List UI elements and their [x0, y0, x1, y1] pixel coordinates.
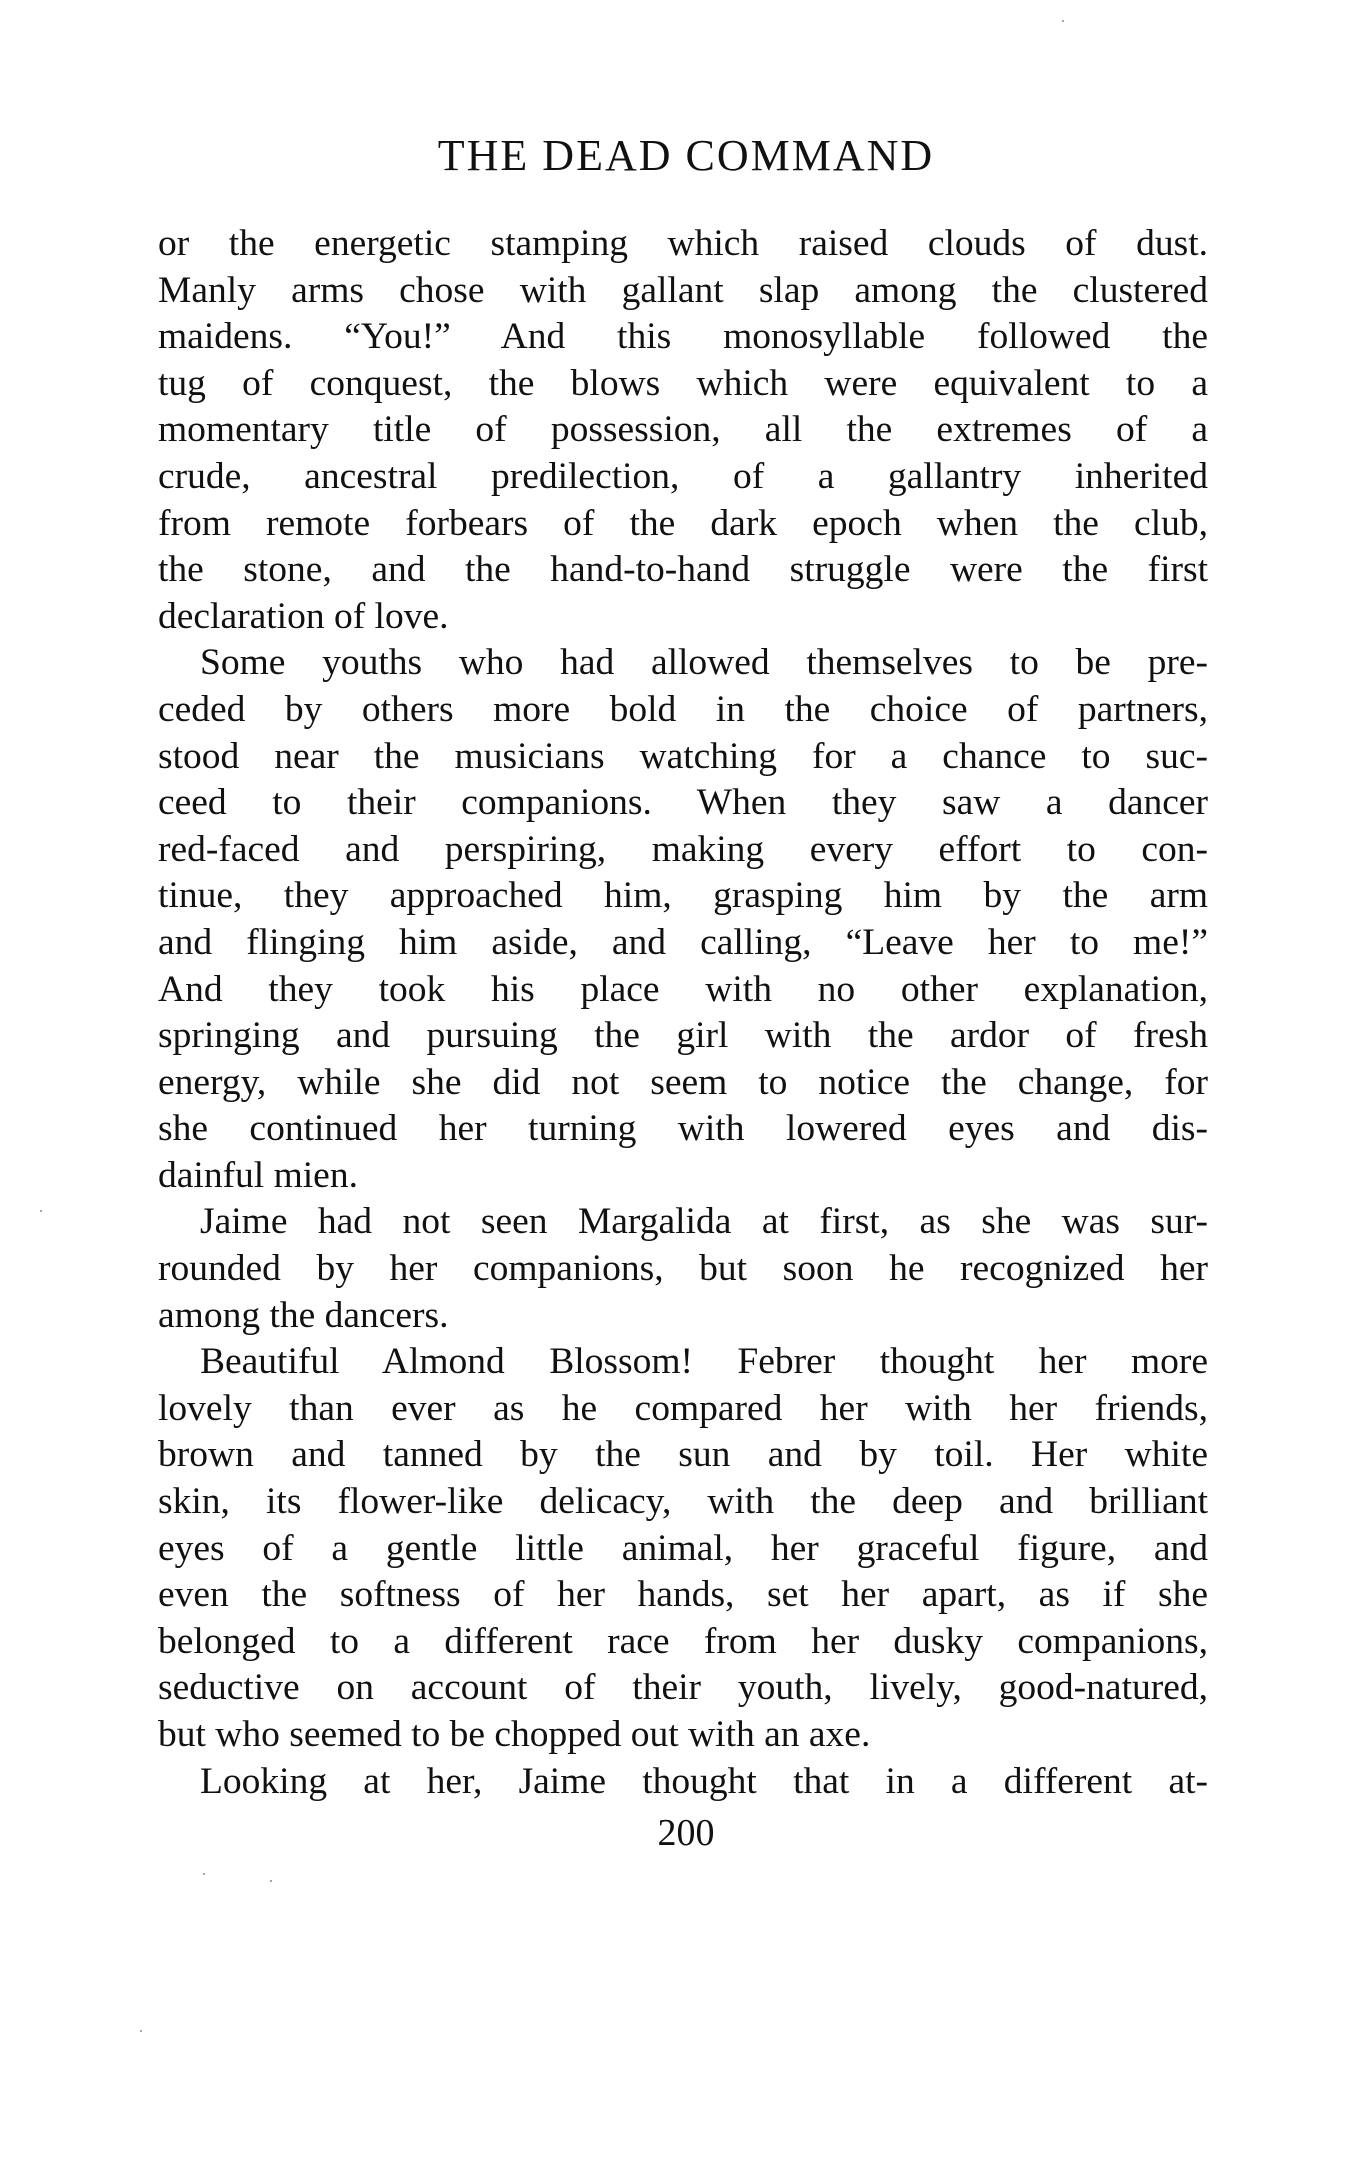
- text-line: ceded by others more bold in the choice of partners,: [158, 688, 1208, 730]
- text-line: she continued her turning with lowered eyes and dis-: [158, 1108, 1208, 1150]
- scan-speck: [270, 1880, 272, 1882]
- page-number: 200: [657, 1812, 715, 1854]
- text-line: dainful mien.: [158, 1154, 358, 1196]
- text-line: Beautiful Almond Blossom! Febrer thought her more: [200, 1341, 1208, 1383]
- text-line: energy, while she did not seem to notice the change, for: [158, 1061, 1208, 1103]
- text-line: rounded by her companions, but soon he recognized her: [158, 1248, 1208, 1290]
- text-line: belonged to a different race from her dusky companions,: [158, 1620, 1208, 1662]
- scan-speck: [140, 2030, 142, 2032]
- scan-speck: [40, 1210, 42, 1212]
- text-line: eyes of a gentle little animal, her graceful figure, and: [158, 1527, 1208, 1569]
- running-head: THE DEAD COMMAND: [437, 131, 935, 180]
- text-line: from remote forbears of the dark epoch when the club,: [158, 502, 1208, 544]
- text-line: ceed to their companions. When they saw a dancer: [158, 782, 1208, 824]
- text-line: brown and tanned by the sun and by toil. Her white: [158, 1434, 1208, 1476]
- text-line: lovely than ever as he compared her with her friends,: [158, 1387, 1208, 1429]
- body-text: [158, 221, 1208, 1805]
- text-line: crude, ancestral predilection, of a gallantry inherited: [158, 455, 1208, 497]
- text-line: Looking at her, Jaime thought that in a different at-: [200, 1760, 1208, 1802]
- text-line: among the dancers.: [158, 1294, 449, 1336]
- text-line: even the softness of her hands, set her apart, as if she: [158, 1574, 1208, 1616]
- scan-speck: [203, 1873, 205, 1875]
- text-line: or the energetic stamping which raised clouds of dust.: [158, 223, 1208, 264]
- text-line: the stone, and the hand-to-hand struggle were the first: [158, 549, 1208, 591]
- text-line: and flinging him aside, and calling, “Leave her to me!”: [158, 921, 1208, 963]
- text-line: momentary title of possession, all the extremes of a: [158, 409, 1208, 451]
- text-line: springing and pursuing the girl with the ardor of fresh: [158, 1015, 1208, 1057]
- text-line: seductive on account of their youth, lively, good-natured,: [158, 1667, 1208, 1709]
- text-line: stood near the musicians watching for a chance to suc-: [158, 735, 1208, 777]
- text-line: And they took his place with no other explanation,: [158, 968, 1208, 1010]
- text-line: maidens. “You!” And this monosyllable followed the: [158, 316, 1208, 358]
- text-line: Manly arms chose with gallant slap among the clustered: [158, 269, 1208, 311]
- text-line: Jaime had not seen Margalida at first, as she was sur-: [200, 1201, 1208, 1243]
- text-line: declaration of love.: [158, 595, 449, 637]
- text-line: red-faced and perspiring, making every effort to con-: [158, 828, 1208, 870]
- scan-speck: [1062, 20, 1064, 22]
- text-line: tug of conquest, the blows which were equivalent to a: [158, 362, 1208, 404]
- text-line: but who seemed to be chopped out with an axe.: [158, 1714, 871, 1755]
- text-line: Some youths who had allowed themselves to be pre-: [200, 642, 1208, 684]
- text-line: skin, its flower-like delicacy, with the deep and brilliant: [158, 1481, 1208, 1523]
- text-line: tinue, they approached him, grasping him by the arm: [158, 875, 1208, 917]
